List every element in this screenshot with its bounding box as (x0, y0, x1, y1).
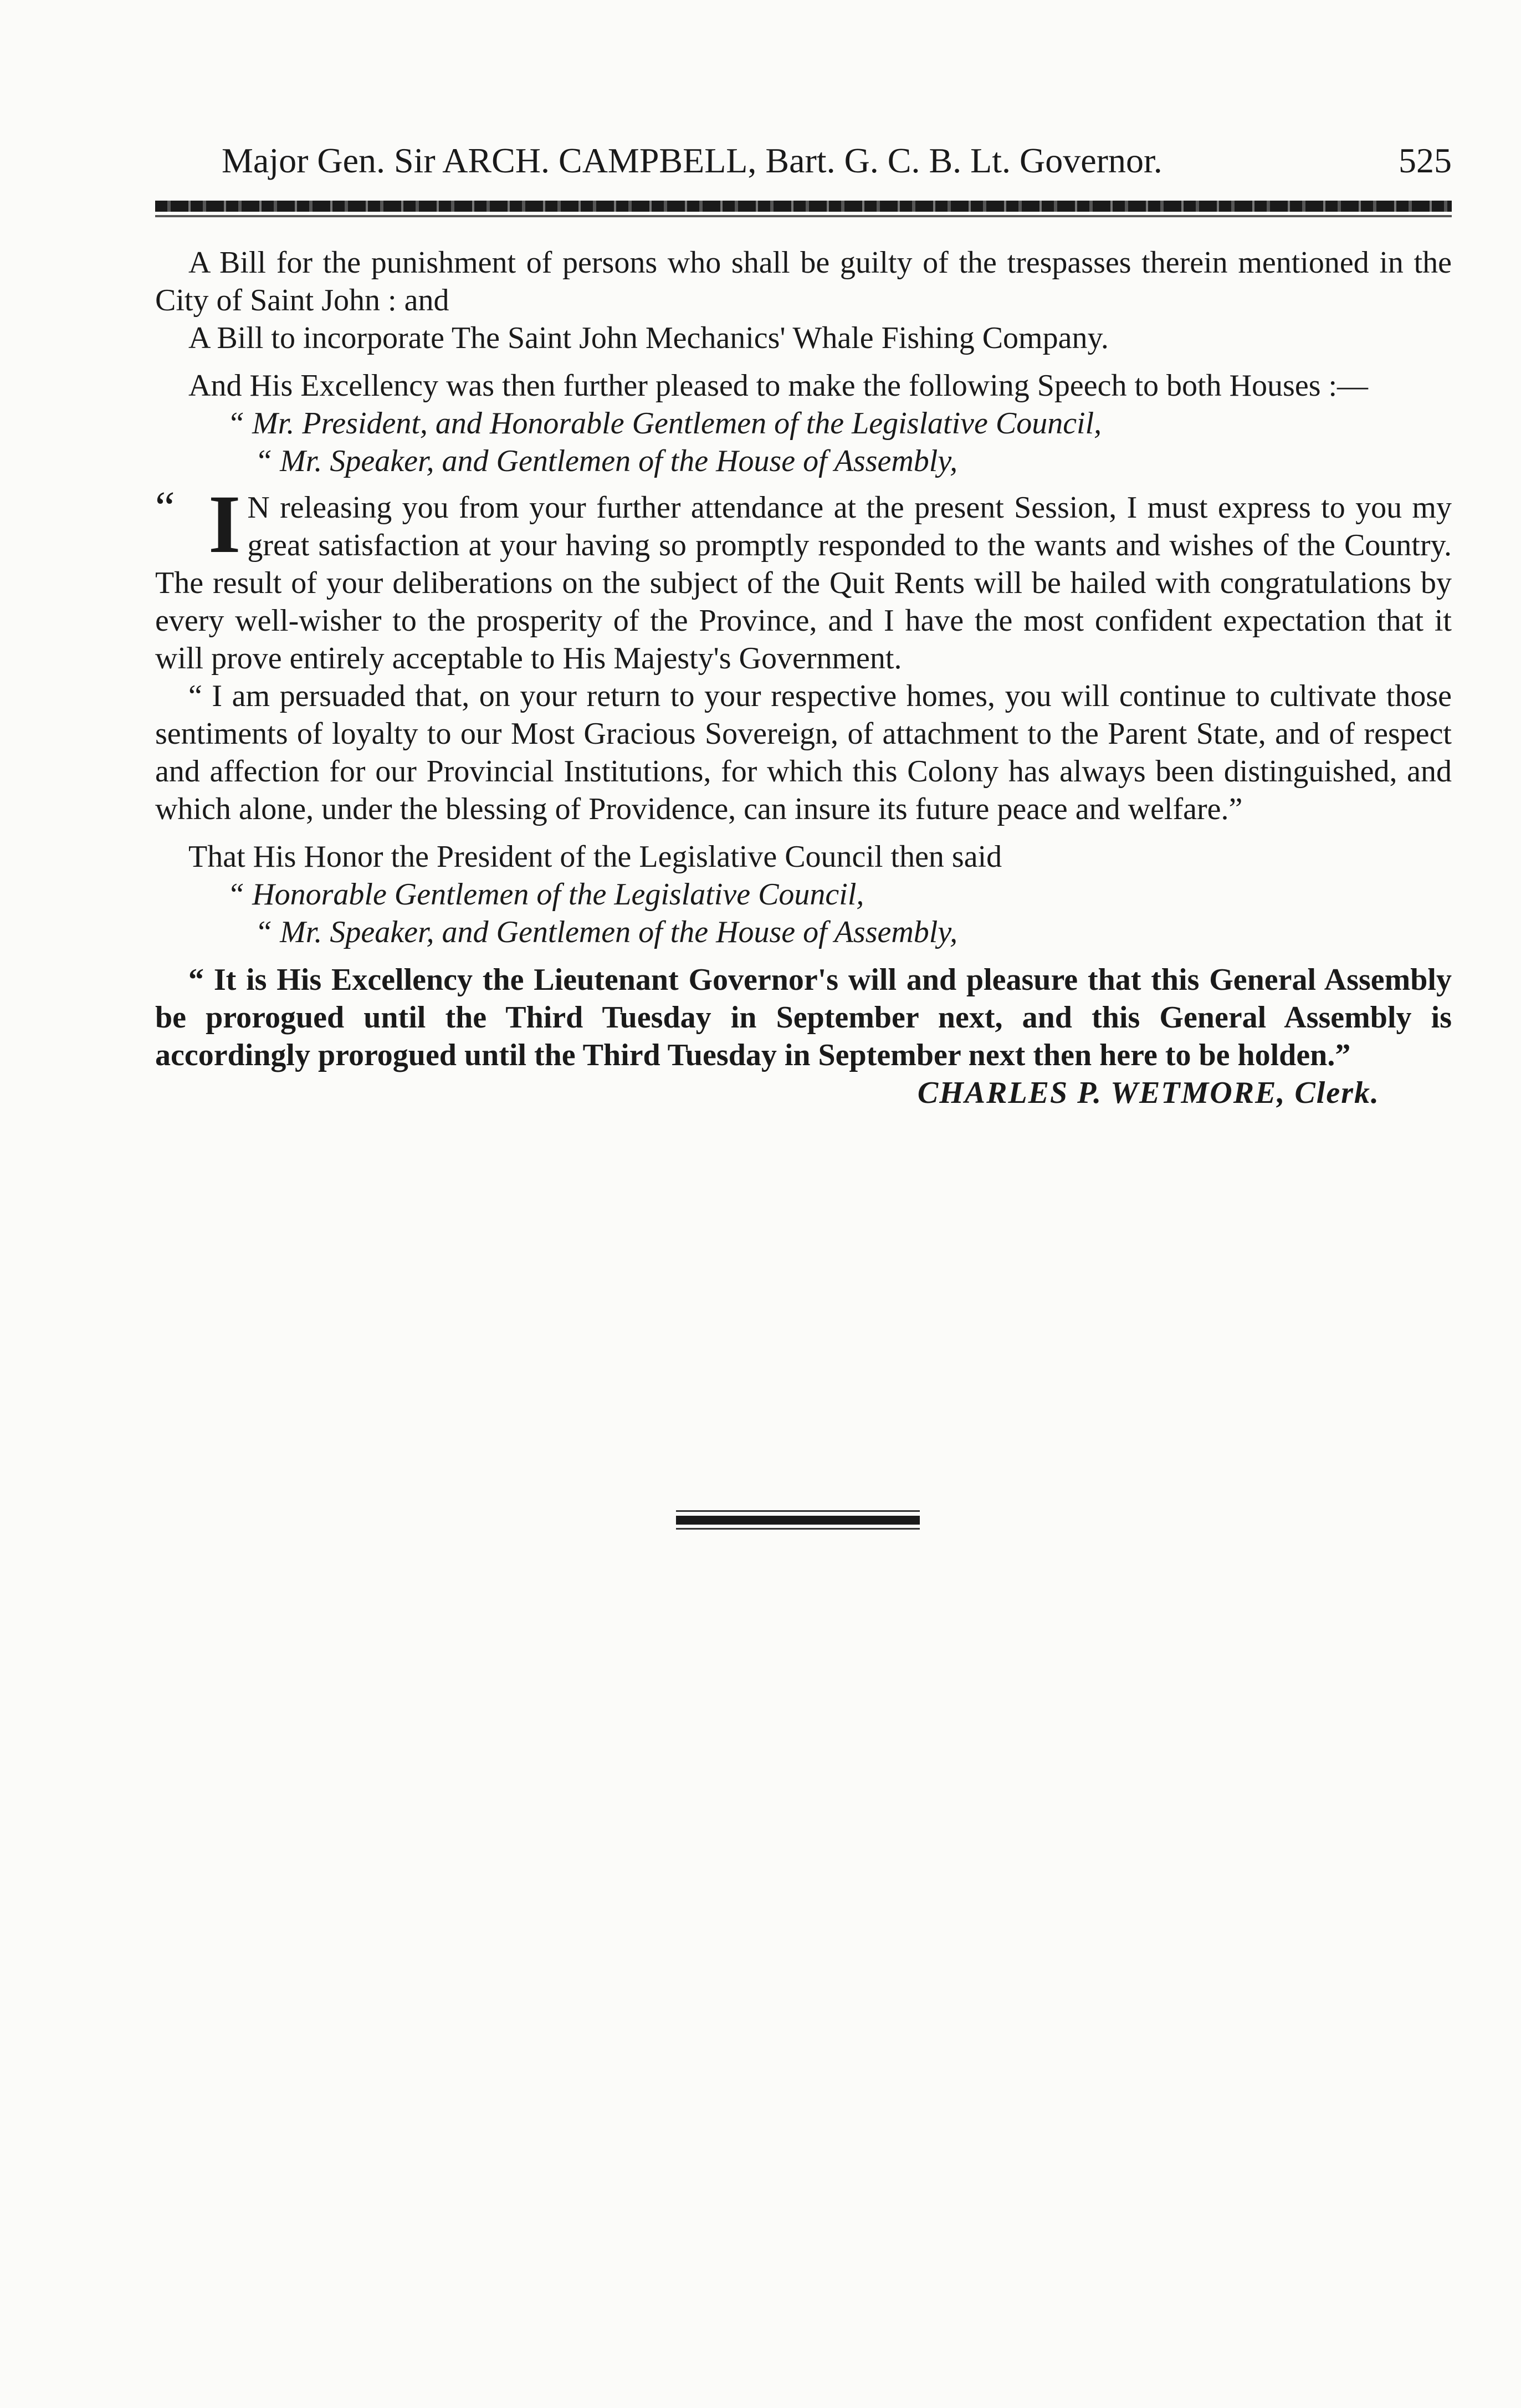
running-title: Major Gen. Sir ARCH. CAMPBELL, Bart. G. C. B. Lt. Governor. (222, 141, 1162, 180)
running-head (222, 139, 1452, 183)
speech-paragraph-1-text: N releasing you from your further attendance at the present Session, I must express to you my great satisfaction at your having so promptly responded to the wants and wishes of the Country. The result of your deliberations on the subject of the Quit Rents will be hailed with congratulations by every well-wisher to the prosperity of the Province, and I have the most confident expectation that it will prove entirely acceptable to His Majesty's Government. (155, 490, 1452, 676)
clerk-signature: CHARLES P. WETMORE, Clerk. (917, 1076, 1380, 1110)
speech-intro: And His Excellency was then further pleased to make the following Speech to both Houses :— (188, 369, 1369, 403)
prorogation-paragraph: “ It is His Excellency the Lieutenant Governor's will and pleasure that this General Assembly be prorogued until the Third Tuesday in September next, and this General Assembly is accordingly prorogued until the Third Tuesday in September next then here to be holden.” (155, 963, 1452, 1072)
open-quote: “ (155, 483, 175, 532)
bill-2: A Bill to incorporate The Saint John Mechanics' Whale Fishing Company. (188, 321, 1109, 355)
speech-address-2: “ Mr. Speaker, and Gentlemen of the House of Assembly, (255, 444, 958, 478)
bill-1: A Bill for the punishment of persons who shall be guilty of the trespasses therein mentioned in the City of Saint John : and (155, 246, 1452, 318)
president-intro: That His Honor the President of the Legislative Council then said (188, 840, 1002, 874)
body-text (155, 244, 1452, 1112)
speech-paragraph-1 (155, 478, 1452, 677)
president-address-2: “ Mr. Speaker, and Gentlemen of the House of Assembly, (255, 915, 958, 949)
speech-address-1: “ Mr. President, and Honorable Gentlemen of the Legislative Council, (227, 406, 1102, 441)
end-rule (676, 1516, 920, 1525)
header-rule (155, 201, 1452, 212)
speech-paragraph-2: “ I am persuaded that, on your return to your respective homes, you will continue to cultivate those sentiments of loyalty to our Most Gracious Sovereign, of attachment to the Parent State, and of respect and affection for our Provincial Institutions, for which this Colony has always been distinguished, and which alone, under the blessing of Providence, can insure its future peace and welfare.” (155, 679, 1452, 826)
page-number: 525 (1399, 141, 1452, 180)
president-address-1: “ Honorable Gentlemen of the Legislative Council, (227, 877, 864, 912)
drop-cap: I (208, 478, 241, 570)
